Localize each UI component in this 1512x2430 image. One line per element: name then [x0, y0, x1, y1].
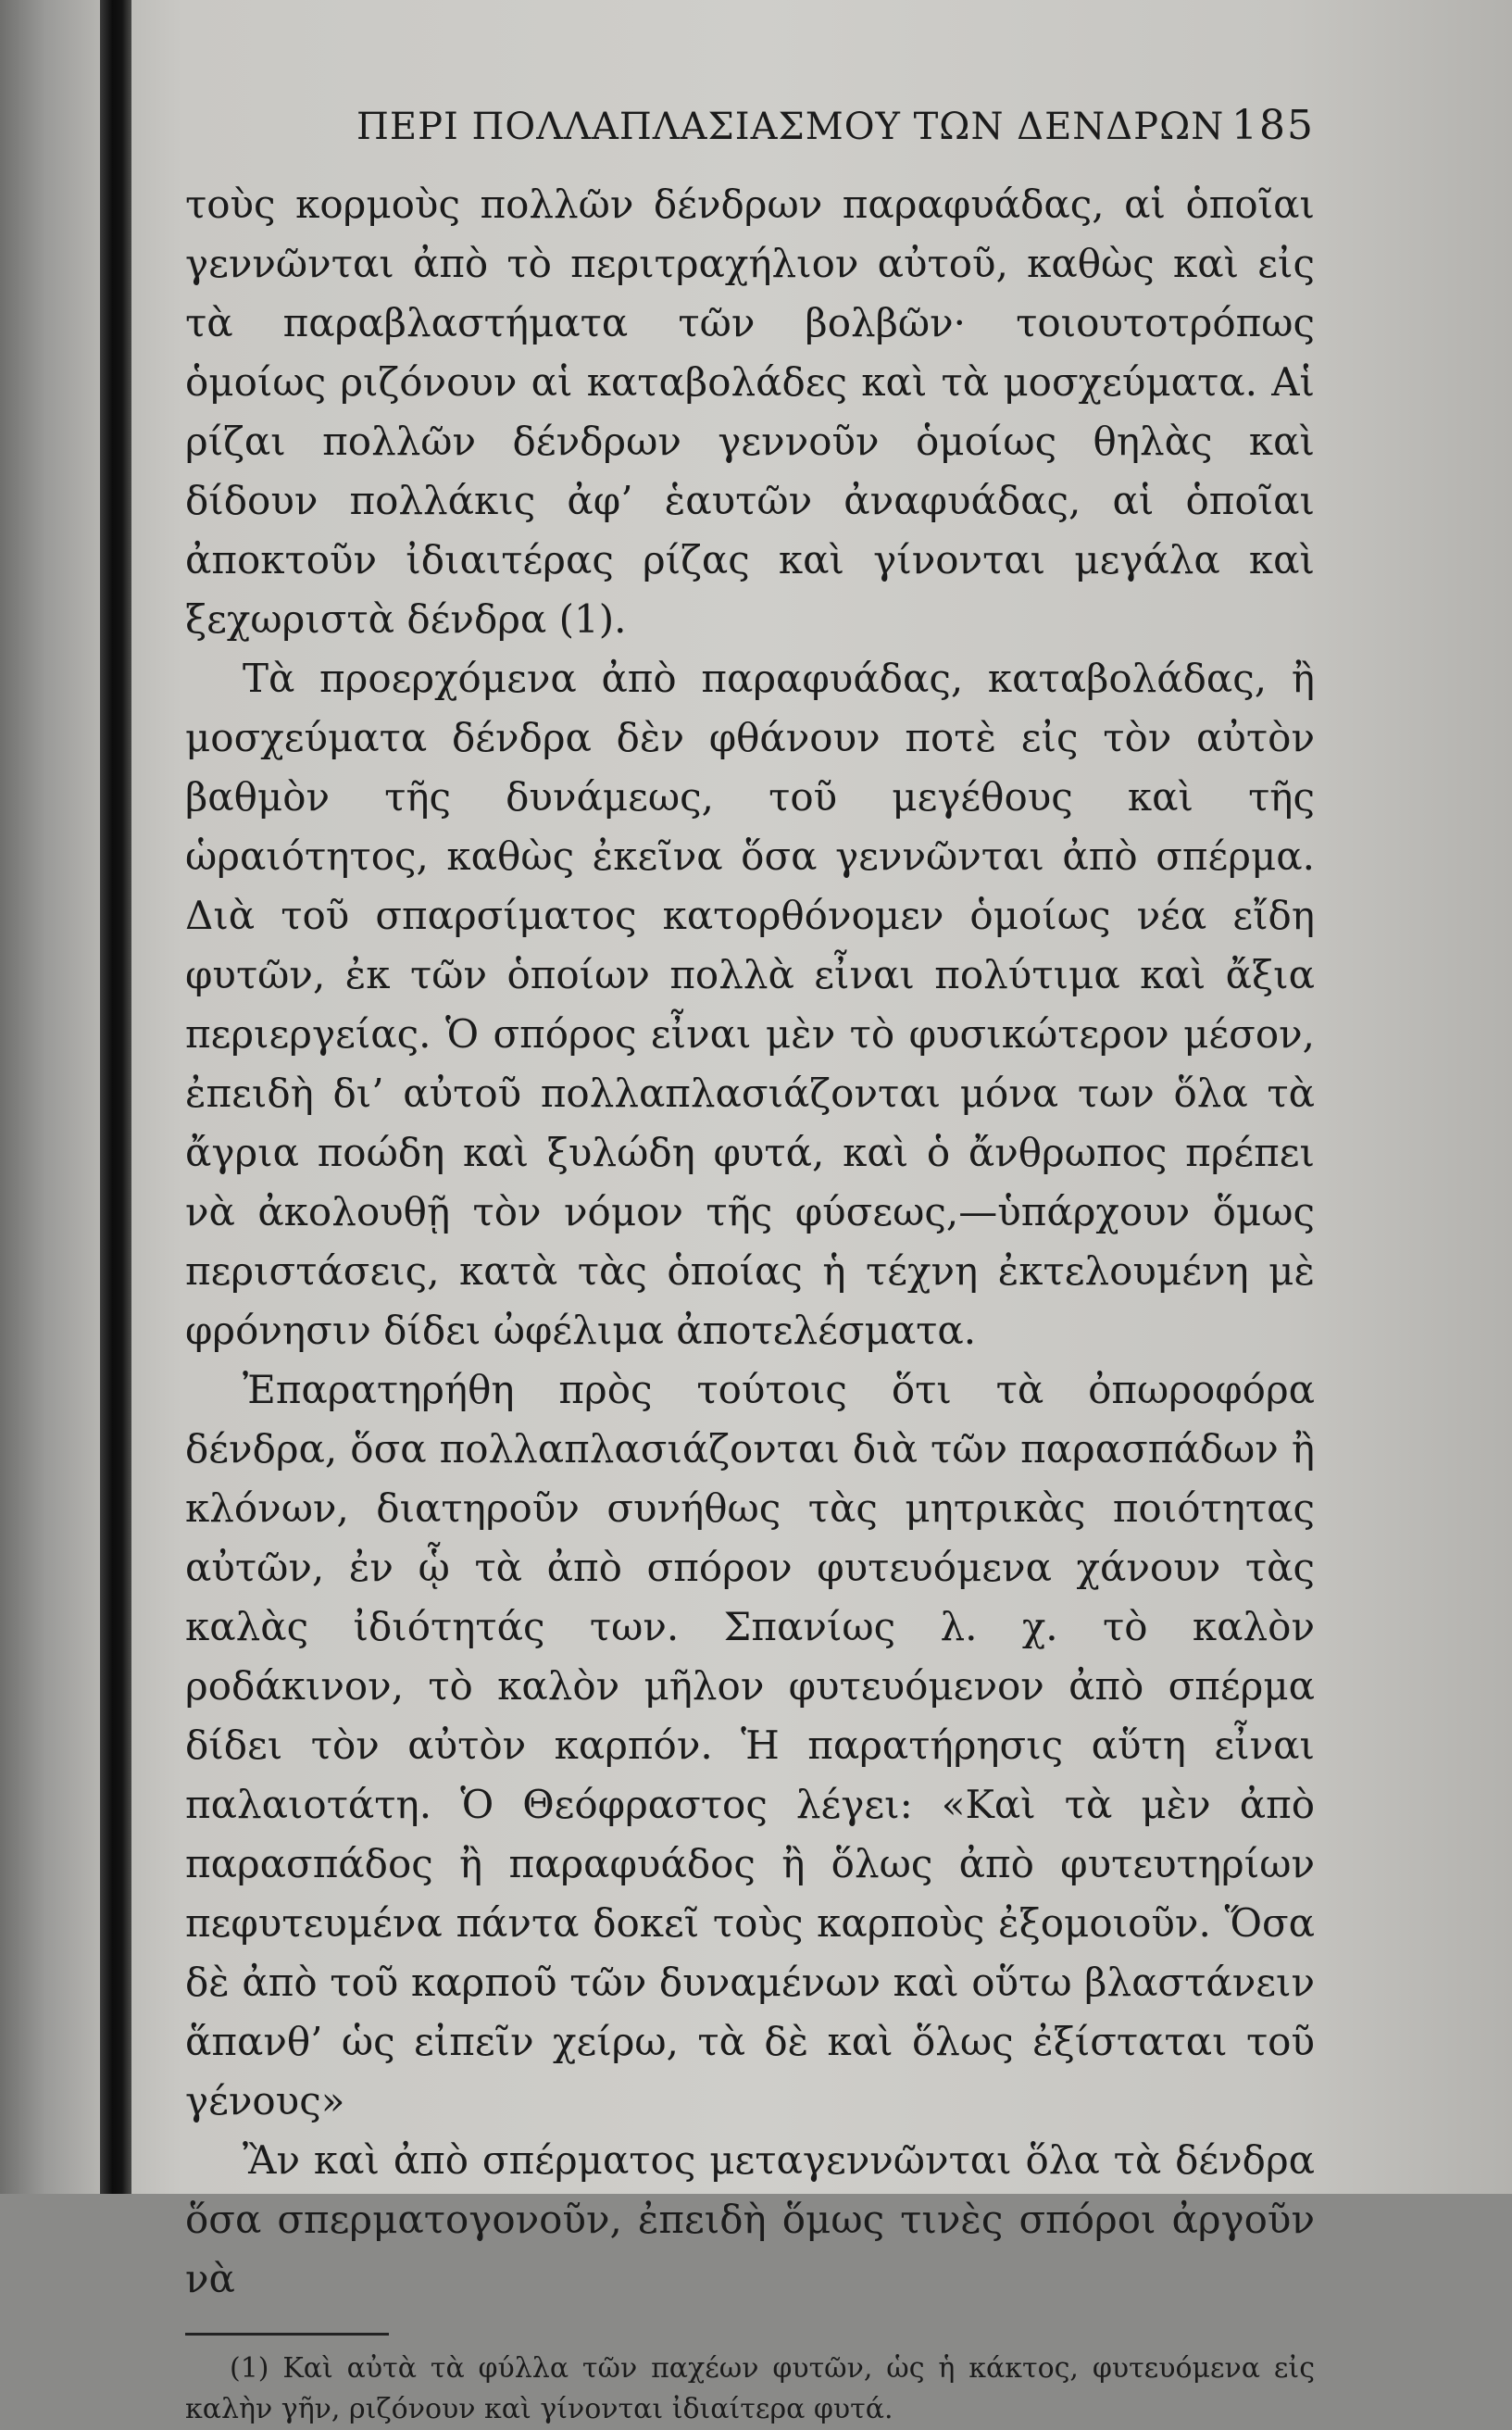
paragraph: τοὺς κορμοὺς πολλῶν δένδρων παραφυάδας, αἱ ὁποῖαι γεννῶνται ἀπὸ τὸ περιτραχήλιον αὐτοῦ, καθὼς καὶ εἰς τὰ παραβλαστήματα τῶν βολβῶν· τοιουτοτρόπως ὁμοίως ριζόνουν αἱ καταβολάδες καὶ τὰ μοσχεύματα. Αἱ ρίζαι πολλῶν δένδρων γεννοῦν ὁμοίως θηλὰς καὶ δίδουν πολλάκις ἀφ’ ἑαυτῶν ἀναφυάδας, αἱ ὁποῖαι ἀποκτοῦν ἰδιαιτέρας ρίζας καὶ γίνονται μεγάλα καὶ ξεχωριστὰ δένδρα (1).	[185, 182, 1315, 642]
body-text	[185, 175, 1315, 2309]
footnote-rule	[185, 2333, 389, 2336]
paragraph: Ἐπαρατηρήθη πρὸς τούτοις ὅτι τὰ ὀπωροφόρα δένδρα, ὅσα πολλαπλασιάζονται διὰ τῶν παρασπάδων ἢ κλόνων, διατηροῦν συνήθως τὰς μητρικὰς ποιότητας αὐτῶν, ἐν ᾧ τὰ ἀπὸ σπόρον φυτευόμενα χάνουν τὰς καλὰς ἰδιότητάς των. Σπανίως λ. χ. τὸ καλὸν ροδάκινον, τὸ καλὸν μῆλον φυτευόμενον ἀπὸ σπέρμα δίδει τὸν αὐτὸν καρπόν. Ἡ παρατήρησις αὕτη εἶναι παλαιοτάτη. Ὁ Θεόφραστος λέγει: «Καὶ τὰ μὲν ἀπὸ παρασπάδος ἢ παραφυάδος ἢ ὅλως ἀπὸ φυτευτηρίων πεφυτευμένα πάντα δοκεῖ τοὺς καρποὺς ἐξομοιοῦν. Ὅσα δὲ ἀπὸ τοῦ καρποῦ τῶν δυναμένων καὶ οὕτω βλαστάνειν ἅπανθ’ ὡς εἰπεῖν χείρω, τὰ δὲ καὶ ὅλως ἐξίσταται τοῦ γένους»	[185, 1367, 1315, 2123]
running-header	[185, 102, 1315, 149]
book-page	[185, 102, 1315, 2425]
paragraph: Τὰ προερχόμενα ἀπὸ παραφυάδας, καταβολάδας, ἢ μοσχεύματα δένδρα δὲν φθάνουν ποτὲ εἰς τὸν αὐτὸν βαθμὸν τῆς δυνάμεως, τοῦ μεγέθους καὶ τῆς ὡραιότητος, καθὼς ἐκεῖνα ὅσα γεννῶνται ἀπὸ σπέρμα. Διὰ τοῦ σπαρσίματος κατορθόνομεν ὁμοίως νέα εἴδη φυτῶν, ἐκ τῶν ὁποίων πολλὰ εἶναι πολύτιμα καὶ ἄξια περιεργείας. Ὁ σπόρος εἶναι μὲν τὸ φυσικώτερον μέσον, ἐπειδὴ δι’ αὐτοῦ πολλαπλασιάζονται μόνα των ὅλα τὰ ἄγρια ποώδη καὶ ξυλώδη φυτά, καὶ ὁ ἄνθρωπος πρέπει νὰ ἀκολουθῇ τὸν νόμον τῆς φύσεως,—ὑπάρχουν ὅμως περιστάσεις, κατὰ τὰς ὁποίας ἡ τέχνη ἐκτελουμένη μὲ φρόνησιν δίδει ὠφέλιμα ἀποτελέσματα.	[185, 656, 1315, 1353]
footnote	[185, 2349, 1315, 2430]
running-title: ΠΕΡΙ ΠΟΛΛΑΠΛΑΣΙΑΣΜΟΥ ΤΩΝ ΔΕΝΔΡΩΝ	[356, 106, 1225, 148]
footnote-text: (1) Καὶ αὐτὰ τὰ φύλλα τῶν παχέων φυτῶν, ὡς ἡ κάκτος, φυτευόμενα εἰς καλὴν γῆν, ριζόνουν καὶ γίνονται ἰδιαίτερα φυτά.	[185, 2352, 1315, 2425]
paragraph: Ἂν καὶ ἀπὸ σπέρματος μεταγεννῶνται ὅλα τὰ δένδρα ὅσα σπερματογονοῦν, ἐπειδὴ ὅμως τινὲς σπόροι ἀργοῦν νὰ	[185, 2137, 1315, 2301]
book-spine-shadow	[100, 0, 131, 2194]
page-number: 185	[1231, 102, 1315, 149]
